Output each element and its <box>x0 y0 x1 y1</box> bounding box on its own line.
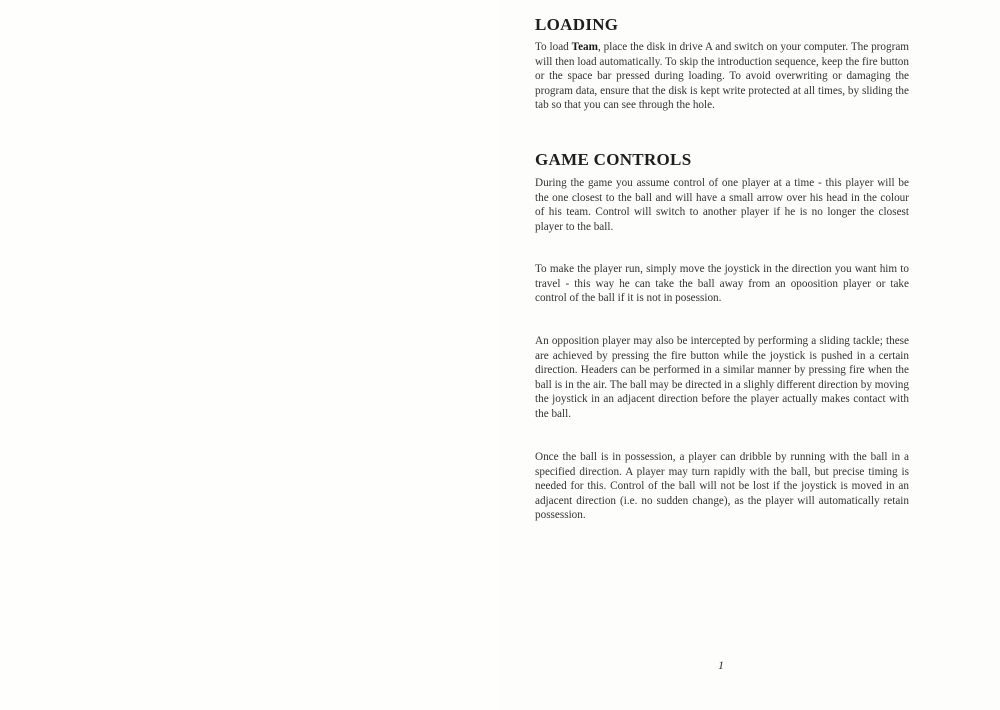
loading-paragraph <box>535 40 909 113</box>
loading-para-suffix: , place the disk in drive A and switch on your computer. The program will then load automatically. To skip the introduction sequence, keep the fire button or the space bar pressed during loading. To avoid overwriting or damaging the program data, ensure that the disk is kept write protected at all times, by sliding the tab so that you can see through the hole. <box>535 41 909 112</box>
team-title-bold: Team <box>571 41 598 53</box>
controls-paragraph-2: To make the player run, simply move the joystick in the direction you want him to travel - this way he can take the ball away from an opoosition player or take control of the ball if it is not in posession. <box>535 263 909 305</box>
loading-heading: LOADING <box>535 15 619 34</box>
controls-paragraph-3: An opposition player may also be intercepted by performing a sliding tackle; these are achieved by pressing the fire button while the joystick is pushed in a certain direction. Headers can be performed in a similar manner by pressing fire when the ball is in the air. The ball may be directed in a slighly different direction by moving the joystick in an adjacent direction before the player actually makes contact with the ball. <box>535 335 909 420</box>
game-controls-heading: GAME CONTROLS <box>535 150 692 169</box>
controls-paragraph-1: During the game you assume control of one player at a time - this player will be the one closest to the ball and will have a small arrow over his head in the colour of his team. Control will switch to another player if he is no longer the closest player to the ball. <box>535 177 909 233</box>
loading-para-prefix: To load <box>535 41 572 53</box>
page-number: 1 <box>718 658 724 672</box>
controls-paragraph-4: Once the ball is in possession, a player can dribble by running with the ball in a specified direction. A player may turn rapidly with the ball, but precise timing is needed for this. Control of the ball will not be lost if the joystick is moved in an adjacent direction (i.e. no sudden change), as the player will automatically retain possession. <box>535 451 909 522</box>
